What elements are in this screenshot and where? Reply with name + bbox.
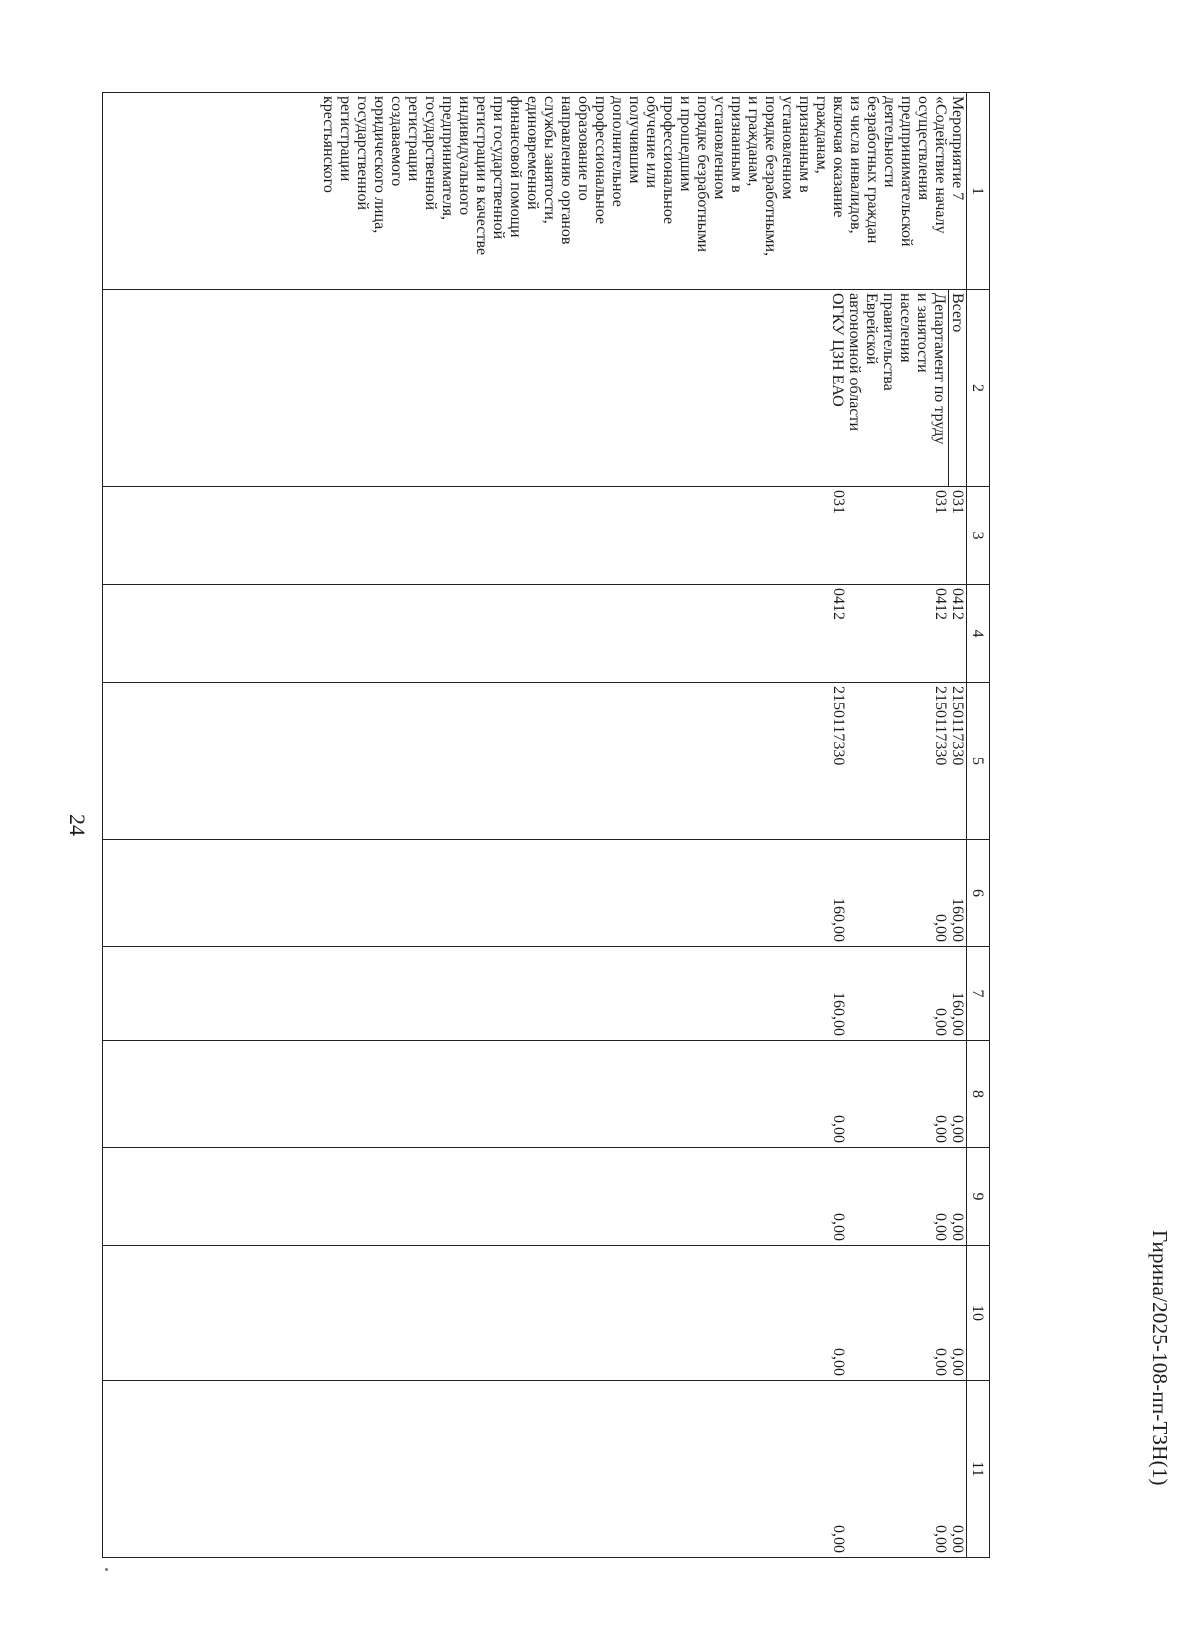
- col9-value: 0,00: [932, 1213, 949, 1241]
- column-number: 2: [967, 290, 990, 487]
- executor-total: Всего: [948, 290, 966, 486]
- page-number: 24: [65, 814, 90, 836]
- rzpr-cell: [103, 585, 967, 683]
- col11-cell: [103, 1381, 967, 1558]
- col9-cell: [103, 1148, 967, 1246]
- grbs-value: 031: [932, 490, 949, 514]
- col8-value: 0,00: [949, 1115, 966, 1143]
- grbs-value: 031: [949, 490, 966, 514]
- col9-value: 0,00: [949, 1213, 966, 1241]
- col7-cell: [103, 947, 967, 1041]
- col10-cell: [103, 1246, 967, 1381]
- column-number: 9: [967, 1148, 990, 1246]
- col8-value: 0,00: [830, 1115, 847, 1143]
- col8-value: 0,00: [932, 1115, 949, 1143]
- column-number: 1: [967, 93, 990, 290]
- col8-cell: [103, 1041, 967, 1148]
- col6-cell: [103, 840, 967, 947]
- column-number: 5: [967, 683, 990, 840]
- col11-value: 0,00: [949, 1525, 966, 1553]
- measure-row: [103, 93, 967, 1558]
- col9-value: 0,00: [830, 1213, 847, 1241]
- col11-value: 0,00: [932, 1525, 949, 1553]
- col6-value: 160,00: [830, 898, 847, 942]
- document-code: Гирина/2025-108-пп-ТЗН(1): [1148, 1230, 1172, 1486]
- budget-table: [102, 92, 990, 1558]
- column-number: 10: [967, 1246, 990, 1381]
- executor-department: Департамент по труду и занятости населения правительства Еврейской автономной области: [846, 293, 948, 445]
- executor-agency: ОГКУ ЦЗН ЕАО: [829, 293, 846, 407]
- col10-value: 0,00: [949, 1348, 966, 1376]
- col7-value: 0,00: [932, 1008, 949, 1036]
- csr-value: 2150117330: [949, 686, 966, 766]
- col6-value: 0,00: [932, 914, 949, 942]
- csr-cell: [103, 683, 967, 840]
- col10-value: 0,00: [830, 1348, 847, 1376]
- column-number: 8: [967, 1041, 990, 1148]
- rzpr-value: 0412: [949, 588, 966, 620]
- executor-cell: [103, 290, 967, 487]
- grbs-cell: [103, 487, 967, 585]
- col7-value: 160,00: [830, 992, 847, 1036]
- col11-value: 0,00: [830, 1525, 847, 1553]
- rzpr-value: 0412: [932, 588, 949, 620]
- column-number: 3: [967, 487, 990, 585]
- csr-value: 2150117330: [830, 686, 847, 766]
- column-number: 4: [967, 585, 990, 683]
- column-number: 11: [967, 1381, 990, 1558]
- scan-speck: [105, 1568, 108, 1571]
- column-number: 7: [967, 947, 990, 1041]
- measure-description: Мероприятие 7 «Содействие началу осуществления предпринимательской деятельности безработных граждан из числа инвалидов, включая оказание гражданам, признанным в установленном порядке безработными, и гражданам, признанным в установленном порядке безработными и прошедшим профессиональное обучение или получившим дополнительное профессиональное образование по направлению органов службы занятости, единовременной финансовой помощи при государственной регистрации в качестве индивидуального предпринимателя, государственной регистрации создаваемого юридического лица, государственной регистрации крестьянского: [103, 93, 967, 290]
- col7-value: 160,00: [949, 992, 966, 1036]
- col10-value: 0,00: [932, 1348, 949, 1376]
- column-number-row: [967, 93, 990, 1558]
- col6-value: 160,00: [949, 898, 966, 942]
- rzpr-value: 0412: [830, 588, 847, 620]
- grbs-value: 031: [830, 490, 847, 514]
- column-number: 6: [967, 840, 990, 947]
- csr-value: 2150117330: [932, 686, 949, 766]
